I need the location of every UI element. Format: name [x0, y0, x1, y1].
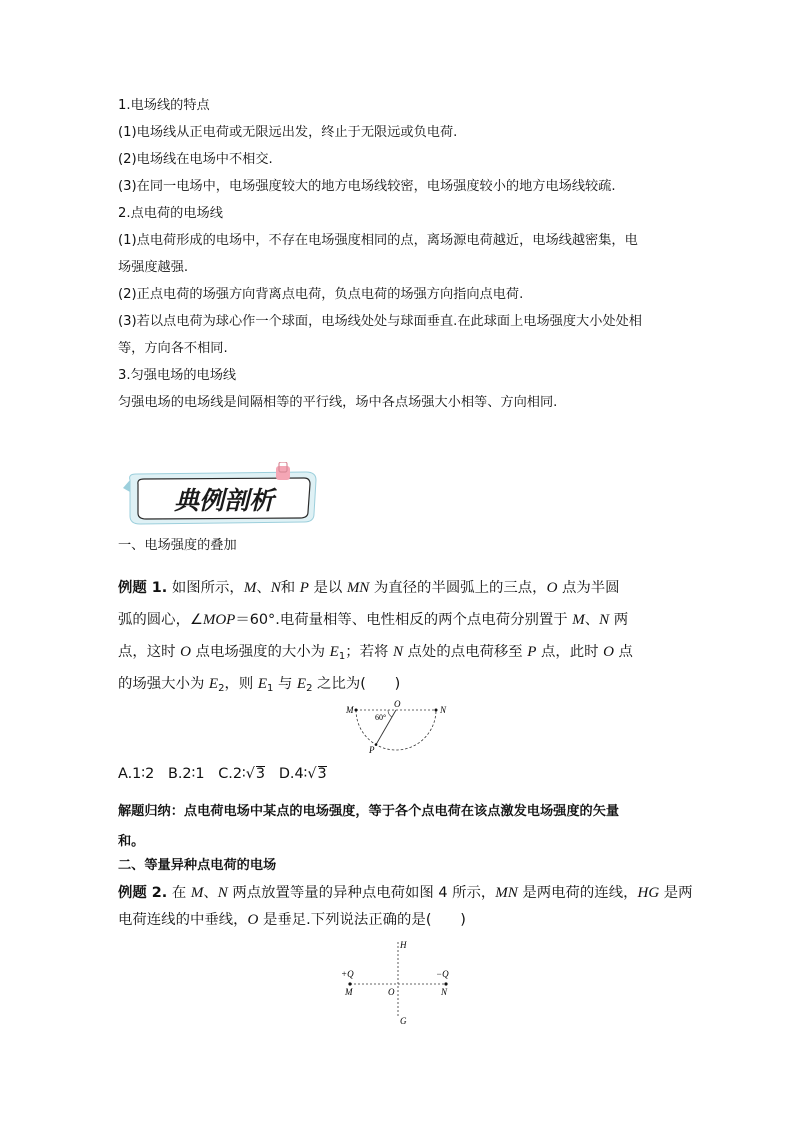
option-b[interactable]: B.2∶1 — [167, 766, 205, 782]
fig2-label-n: N — [441, 987, 448, 997]
option-d[interactable]: D.4∶√3 — [278, 766, 327, 782]
banner-clip-icon — [276, 466, 290, 480]
part1-example-line1: 例题 1. 如图所示，M、N和 P 是以 MN 为直径的半圆弧上的三点，O 点为半圆 — [118, 580, 620, 596]
section1-item-3: (3)在同一电场中，电场强度较大的地方电场线较密，电场强度较小的地方电场线较疏. — [118, 179, 616, 194]
part1-example-line4: 的场强大小为 $E_2$，则 $E_1$ 与 $E_2$ 之比为( ) — [118, 676, 401, 694]
fig1-label-angle: 60° — [375, 713, 387, 722]
section1-heading: 1.电场线的特点 — [118, 98, 210, 113]
part2-example-line1: 例题 2. 在 M、N 两点放置等量的异种点电荷如图 4 所示，MN 是两电荷的连线，HG 是两 — [118, 885, 693, 901]
section1-item-2: (2)电场线在电场中不相交. — [118, 152, 273, 167]
fig2-label-m: M — [345, 987, 353, 997]
option-a[interactable]: A.1∶2 — [118, 766, 155, 782]
section2-item3-line1: (3)若以点电荷为球心作一个球面，电场线处处与球面垂直.在此球面上电场强度大小处处相 — [118, 314, 642, 329]
summary-line1: 解题归纳：点电荷电场中某点的电场强度，等于各个点电荷在该点激发电场强度的矢量 — [118, 804, 620, 819]
part1-example-line2: 弧的圆心，∠MOP＝60°.电荷量相等、电性相反的两个点电荷分别置于 M、N 两 — [118, 612, 629, 628]
fig2-label-h: H — [400, 940, 407, 950]
part1-heading: 一、电场强度的叠加 — [118, 538, 237, 553]
fig2-label-o: O — [388, 987, 395, 997]
banner-title: 典例剖析 — [173, 488, 275, 515]
section2-heading: 2.点电荷的电场线 — [118, 206, 223, 221]
section1-item-1: (1)电场线从正电荷或无限远出发，终止于无限远或负电荷. — [118, 125, 458, 140]
part1-example-line3: 点，这时 O 点电场强度的大小为 $E_1$；若将 N 点处的点电荷移至 P 点，此时 O 点 — [118, 644, 633, 662]
semicircle-figure — [342, 700, 452, 755]
section2-item3-line2: 等，方向各不相同. — [118, 341, 228, 356]
section2-item1-line1: (1)点电荷形成的电场中，不存在电场强度相同的点，离场源电荷越近，电场线越密集，电 — [118, 233, 638, 248]
part1-options — [118, 764, 327, 784]
fig2-label-g: G — [400, 1016, 407, 1026]
section2-item2: (2)正点电荷的场强方向背离点电荷，负点电荷的场强方向指向点电荷. — [118, 287, 524, 302]
fig1-label-m: M — [346, 705, 354, 715]
part2-example-line2: 电荷连线的中垂线，O 是垂足.下列说法正确的是( ) — [118, 912, 466, 928]
section-banner — [118, 462, 324, 528]
section3-heading: 3.匀强电场的电场线 — [118, 368, 237, 383]
example2-label: 例题 2. — [118, 885, 168, 901]
fig2-label-plus-q: +Q — [341, 969, 354, 979]
summary-line2: 和。 — [118, 834, 145, 849]
fig1-label-o: O — [394, 700, 401, 709]
example1-label: 例题 1. — [118, 580, 168, 596]
fig2-label-minus-q: −Q — [436, 969, 449, 979]
part2-heading: 二、等量异种点电荷的电场 — [118, 858, 277, 873]
fig1-label-p: P — [369, 745, 375, 755]
fig1-label-n: N — [440, 705, 447, 715]
banner-graphic — [118, 462, 324, 528]
section2-item1-line2: 场强度越强. — [118, 260, 189, 275]
option-c[interactable]: C.2∶√3 — [218, 766, 266, 782]
dipole-figure — [338, 938, 458, 1028]
section3-text: 匀强电场的电场线是间隔相等的平行线，场中各点场强大小相等、方向相同. — [118, 395, 558, 410]
